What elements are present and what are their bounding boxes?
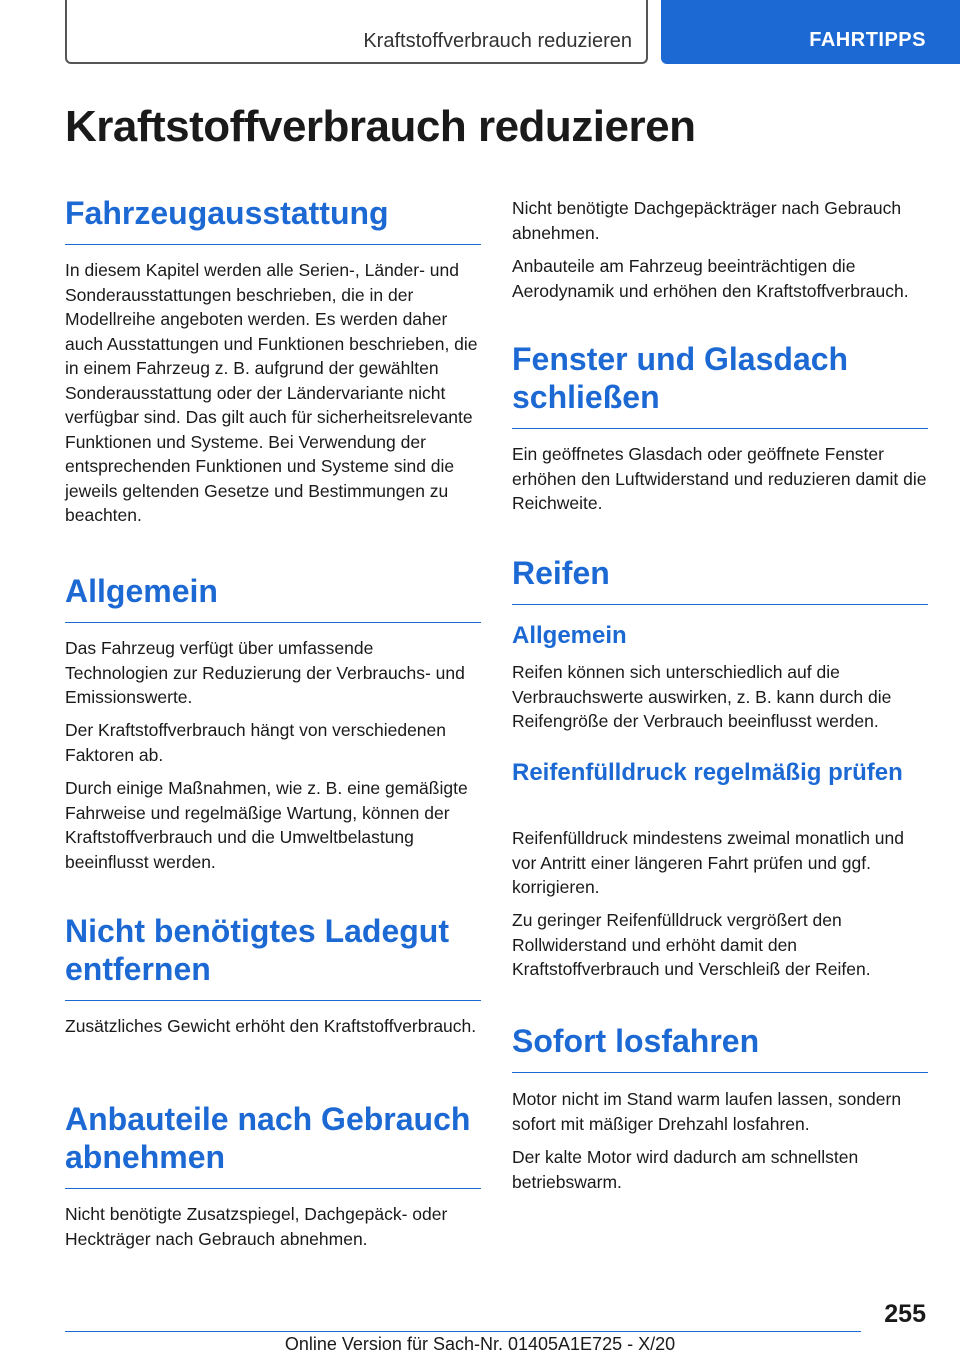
text-sofort-1: Motor nicht im Stand warm laufen lassen, sondern sofort mit mäßiger Drehzahl losfahren.	[512, 1089, 902, 1134]
page-title: Kraftstoffverbrauch reduzieren	[65, 102, 696, 151]
text-reifenfuelldruck-1: Reifenfülldruck mindestens zweimal monatlich und vor Antritt einer längeren Fahrt prüfen und ggf. korrigieren.	[512, 828, 904, 897]
text-anbauteile-cont-1: Nicht benötigte Dachgepäckträger nach Gebrauch abnehmen.	[512, 198, 902, 243]
text-anbauteile-cont-2: Anbauteile am Fahrzeug beeinträchtigen die Aerodynamik und erhöhen den Kraftstoffverbrauch.	[512, 256, 909, 301]
subheading-reifen-allgemein: Allgemein	[512, 622, 627, 649]
text-reifen-allgemein: Reifen können sich unterschiedlich auf die Verbrauchswerte auswirken, z. B. kann durch die Reifengröße der Verbrauch beeinflusst werden.	[512, 662, 892, 731]
footer-online-version: Online Version für Sach-Nr. 01405A1E725 - X/20	[284, 1334, 676, 1354]
text-ladegut: Zusätzliches Gewicht erhöht den Kraftstoffverbrauch.	[65, 1016, 477, 1036]
text-allgemein-2: Der Kraftstoffverbrauch hängt von verschiedenen Faktoren ab.	[65, 720, 447, 765]
text-allgemein-3: Durch einige Maßnahmen, wie z. B. eine gemäßigte Fahrweise und regelmäßige Wartung, können der Kraftstoffverbrauch und die Umweltbelastung beeinflusst werden.	[65, 778, 468, 872]
text-fenster: Ein geöffnetes Glasdach oder geöffnete Fenster erhöhen den Luftwiderstand und reduzieren damit die Reichweite.	[512, 444, 927, 513]
header-chapter-tab	[65, 0, 648, 64]
header-section-label: FAHRTIPPS	[809, 29, 926, 51]
heading-fahrzeugausstattung: Fahrzeugausstattung	[65, 194, 481, 245]
text-fahrzeugausstattung: In diesem Kapitel werden alle Serien-, Länder- und Sonderausstattungen beschrieben, die in der Modellreihe angeboten werden. Es werden daher auch Ausstattungen und Funktionen beschrieben, die in einem Fahrzeug z. B. aufgrund der gewählten Sonderausstattung oder der Ländervariante nicht verfügbar sind. Das gilt auch für sicherheitsrelevante Funktionen und Systeme. Bei Verwendung der entsprechenden Funktionen und Systeme sind die jeweils geltenden Gesetze und Bestimmungen zu beachten.	[65, 260, 478, 525]
text-anbauteile: Nicht benötigte Zusatzspiegel, Dachgepäck- oder Heckträger nach Gebrauch abnehmen.	[65, 1204, 448, 1249]
page-number: 255	[884, 1300, 926, 1328]
heading-sofort-losfahren: Sofort losfahren	[512, 1022, 928, 1073]
header-section-tab	[661, 0, 960, 64]
text-sofort-2: Der kalte Motor wird dadurch am schnellsten betriebswarm.	[512, 1147, 859, 1192]
subheading-reifenfuelldruck: Reifenfülldruck regelmäßig prüfen	[512, 759, 903, 786]
heading-fenster: Fenster und Glasdach schließen	[512, 340, 928, 429]
heading-reifen: Reifen	[512, 554, 928, 605]
header-chapter-label: Kraftstoffverbrauch reduzieren	[363, 30, 632, 52]
text-reifenfuelldruck-2: Zu geringer Reifenfülldruck vergrößert den Rollwiderstand und erhöht damit den Kraftstoffverbrauch und Verschleiß der Reifen.	[512, 910, 871, 979]
heading-allgemein: Allgemein	[65, 572, 481, 623]
heading-ladegut: Nicht benötigtes Ladegut entfernen	[65, 912, 481, 1001]
heading-anbauteile: Anbauteile nach Gebrauch abnehmen	[65, 1100, 481, 1189]
footer-divider	[65, 1331, 861, 1332]
text-allgemein-1: Das Fahrzeug verfügt über umfassende Technologien zur Reduzierung der Verbrauchs- und Emissionswerte.	[65, 638, 465, 707]
